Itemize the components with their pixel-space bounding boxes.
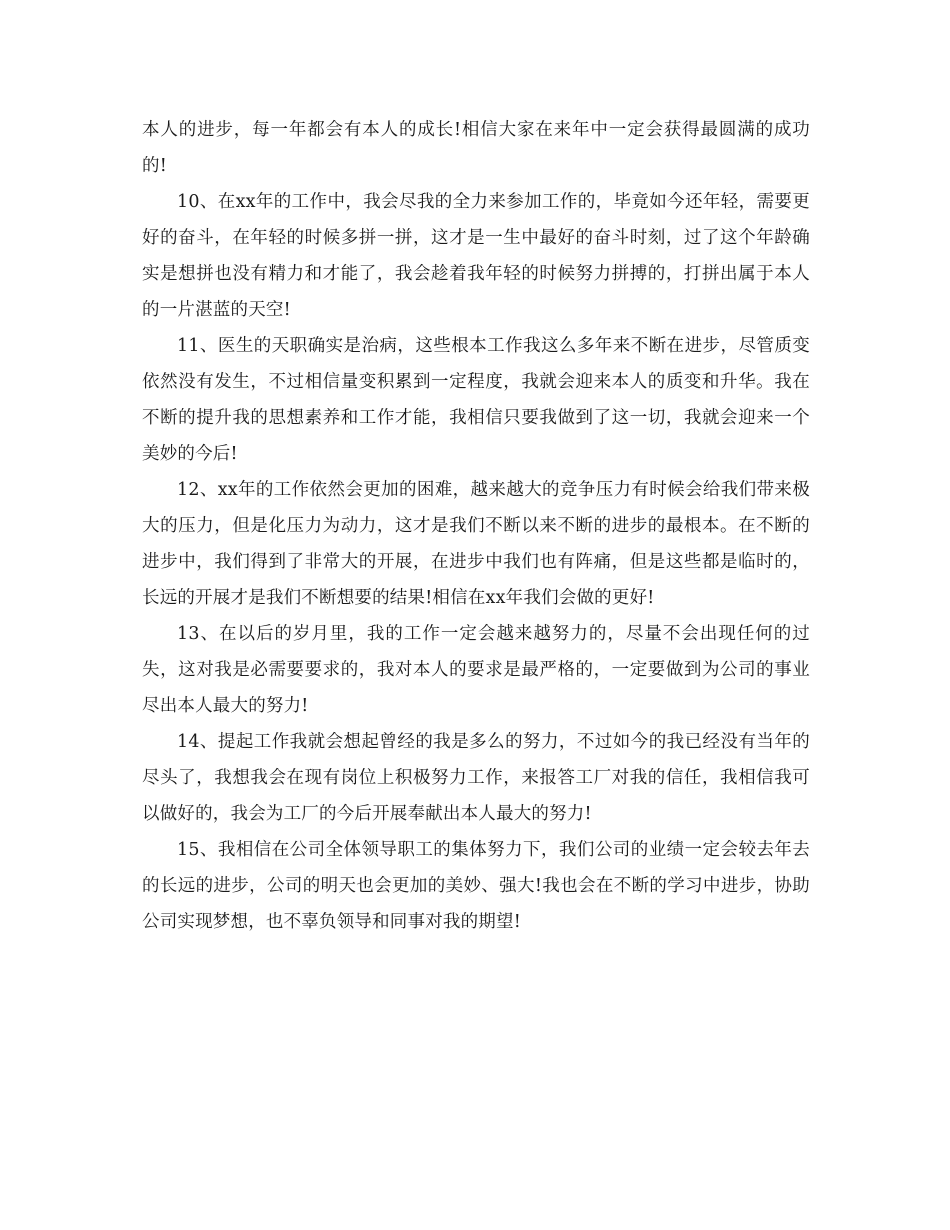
paragraph-item-12: 12、xx年的工作依然会更加的困难，越来越大的竞争压力有时候会给我们带来极大的压力，但是化压力为动力，这才是我们不断以来不断的进步的最根本。在不断的进步中，我们得到了非常大的开展，在进步中我们也有阵痛，但是这些都是临时的，长远的开展才是我们不断想要的结果!相信在xx年我们会做的更好! [142, 480, 810, 608]
document-body [142, 112, 810, 940]
paragraph-item-14: 14、提起工作我就会想起曾经的我是多么的努力，不过如今的我已经没有当年的尽头了，我想我会在现有岗位上积极努力工作，来报答工厂对我的信任，我相信我可以做好的，我会为工厂的今后开展奉献出本人最大的努力! [142, 732, 810, 824]
paragraph-item-15: 15、我相信在公司全体领导职工的集体努力下，我们公司的业绩一定会较去年去的长远的进步，公司的明天也会更加的美妙、强大!我也会在不断的学习中进步，协助公司实现梦想，也不辜负领导和同事对我的期望! [142, 840, 810, 932]
paragraph-item-11: 11、医生的天职确实是治病，这些根本工作我这么多年来不断在进步，尽管质变依然没有发生，不过相信量变积累到一定程度，我就会迎来本人的质变和升华。我在不断的提升我的思想素养和工作才能，我相信只要我做到了这一切，我就会迎来一个美妙的今后! [142, 336, 810, 464]
paragraph-item-10: 10、在xx年的工作中，我会尽我的全力来参加工作的，毕竟如今还年轻，需要更好的奋斗，在年轻的时候多拼一拼，这才是一生中最好的奋斗时刻，过了这个年龄确实是想拼也没有精力和才能了，我会趁着我年轻的时候努力拼搏的，打拼出属于本人的一片湛蓝的天空! [142, 192, 810, 320]
paragraph-item-13: 13、在以后的岁月里，我的工作一定会越来越努力的，尽量不会出现任何的过失，这对我是必需要要求的，我对本人的要求是最严格的，一定要做到为公司的事业尽出本人最大的努力! [142, 624, 810, 716]
paragraph-continuation: 本人的进步，每一年都会有本人的成长!相信大家在来年中一定会获得最圆满的成功的! [142, 120, 810, 176]
